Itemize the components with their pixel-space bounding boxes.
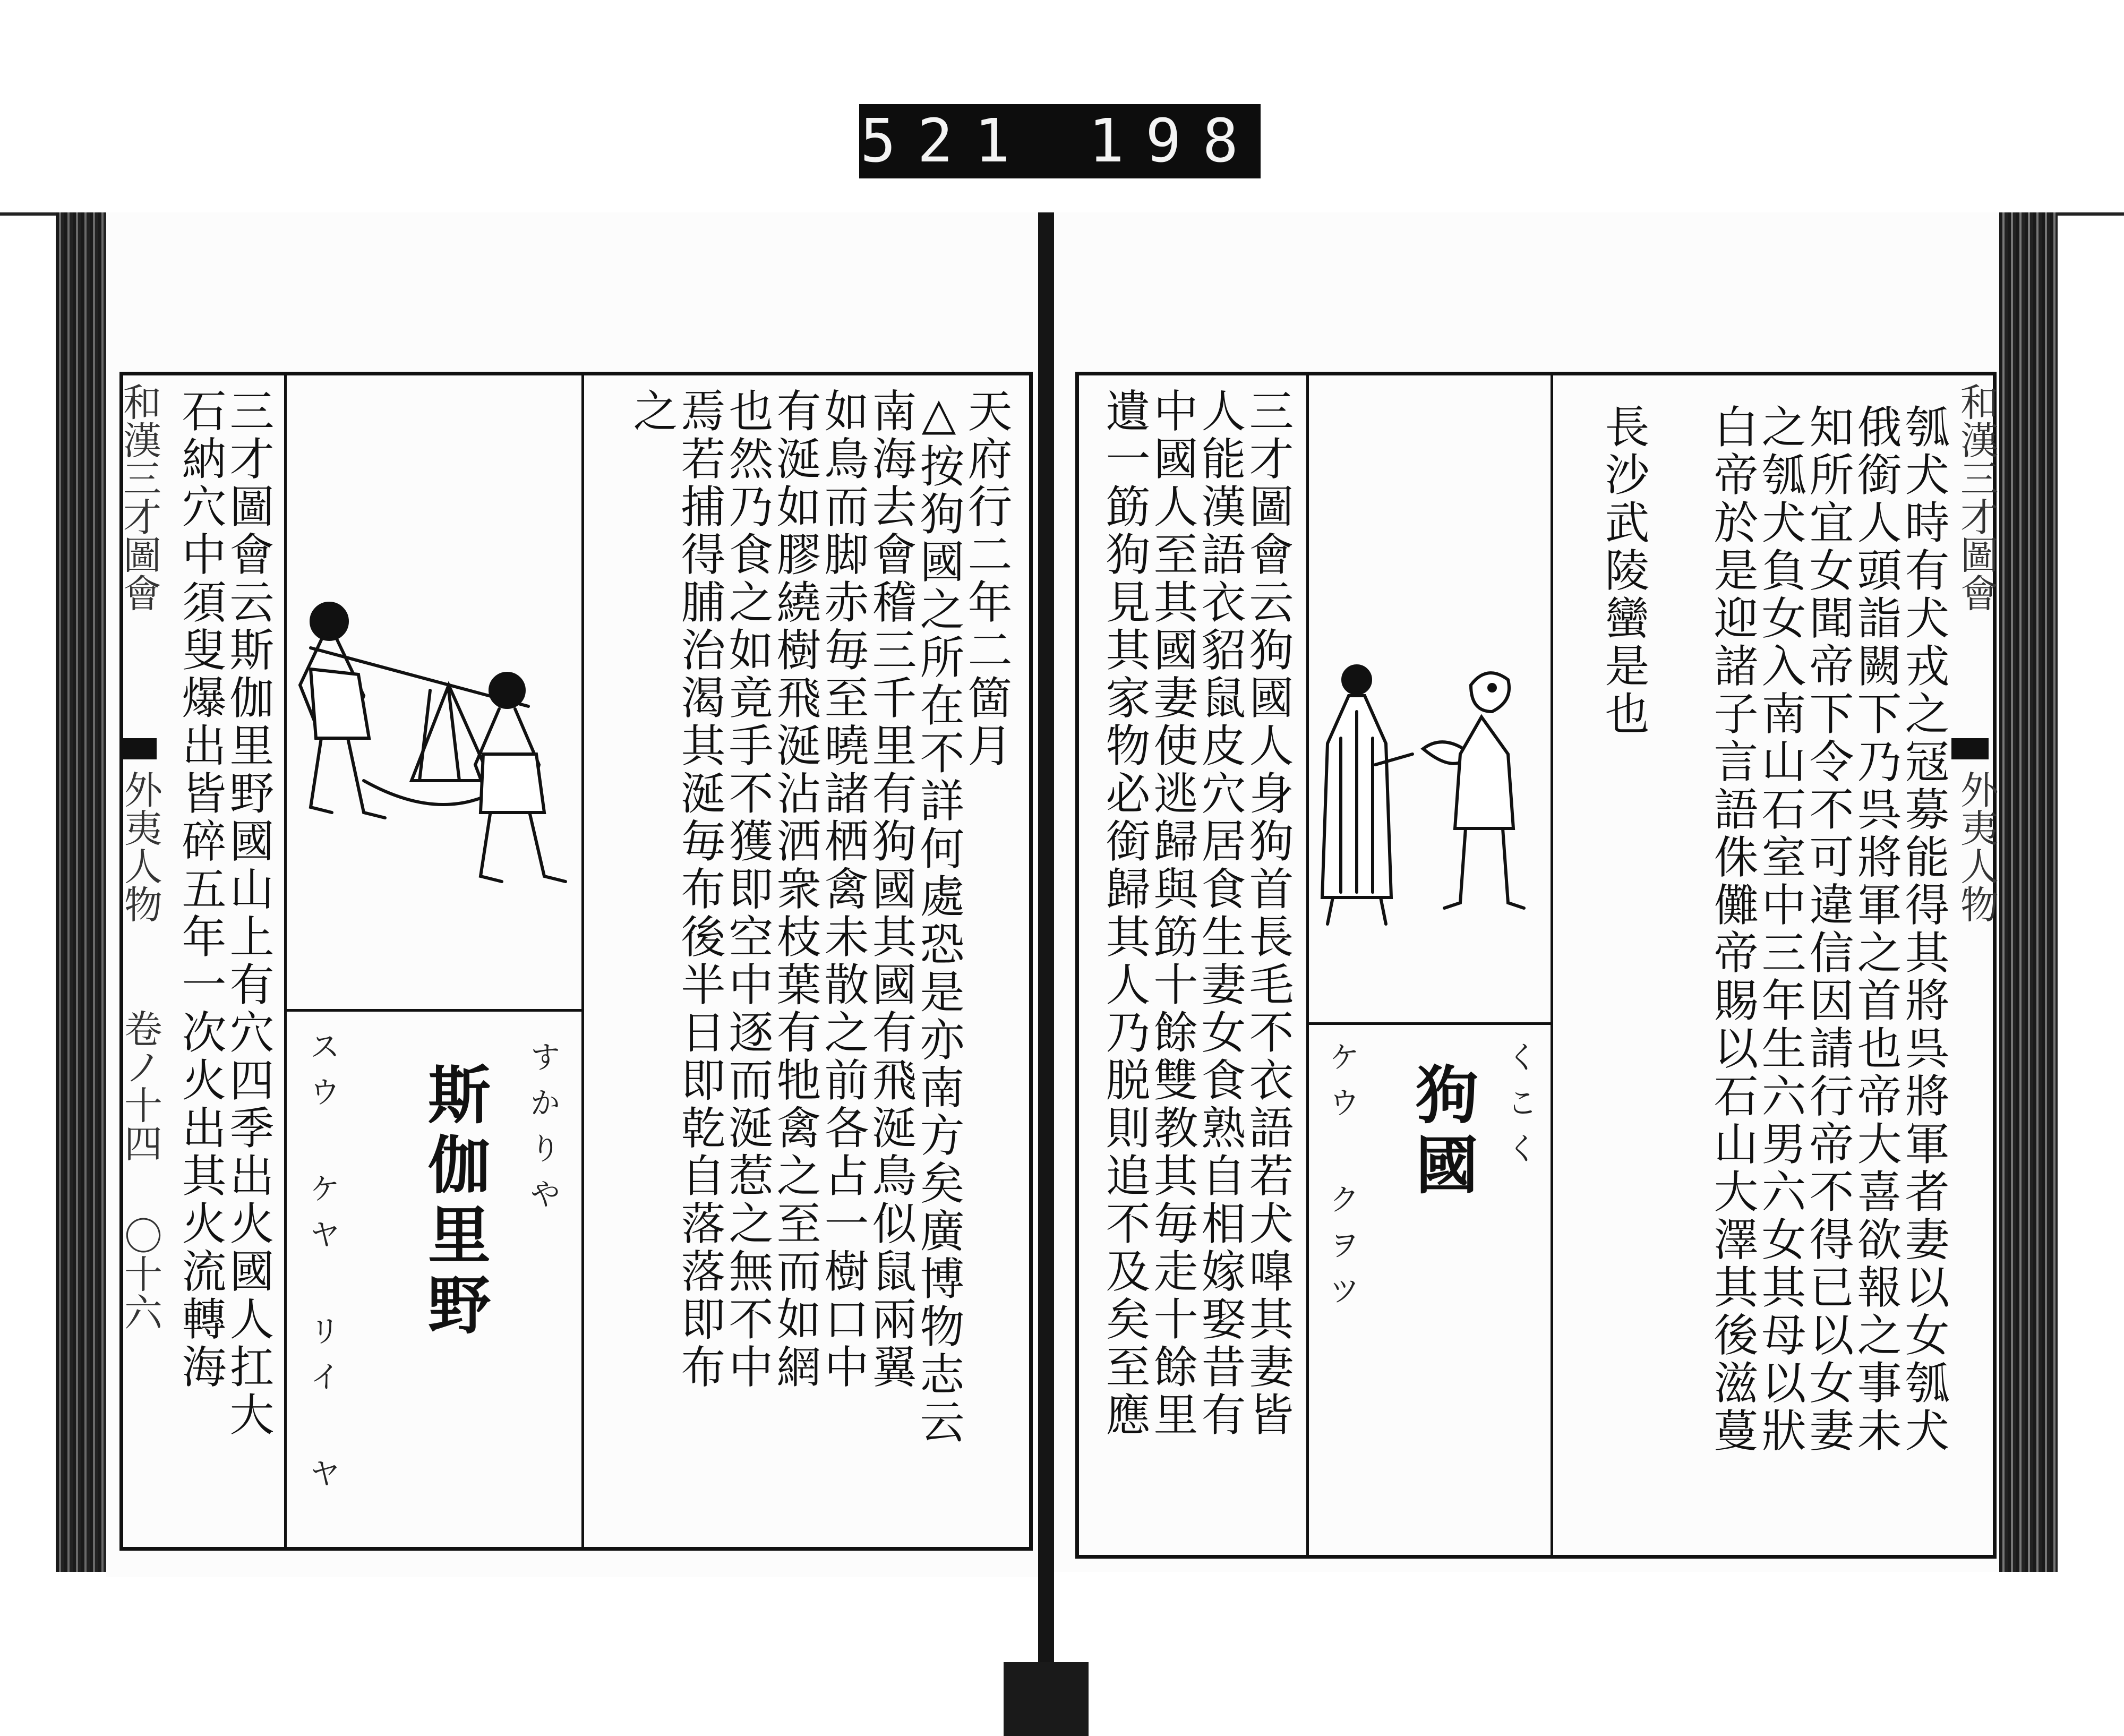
left-divider-main xyxy=(581,374,584,1548)
porters-illustration xyxy=(289,579,579,897)
left-margin-volume: 卷ノ十四 xyxy=(118,1009,162,1162)
kukoku-title: 狗國 xyxy=(1405,1062,1479,1202)
right-continued-line: 白帝於是迎諸子言語侏儺帝賜以石山大澤其後滋蔓 xyxy=(1707,404,1759,1455)
kukoku-reading-katakana: ケウ クヲツ xyxy=(1324,1041,1360,1320)
left-book-edge xyxy=(56,212,106,1572)
kukoku-reading-kana: くこく xyxy=(1502,1041,1538,1178)
left-margin-folio: 〇十六 xyxy=(118,1216,162,1331)
kukoku-text-line: 遺一筯狗見其家物必銜歸其人乃脱則追不及矣至應 xyxy=(1099,388,1151,1439)
left-note-line: 焉若捕得脯治渴其涎毎布後半日即乾自落落即布 xyxy=(674,388,726,1391)
right-margin-fishtail xyxy=(1951,738,1989,759)
right-margin-section: 外夷人物 xyxy=(1954,770,1999,923)
left-note-line: 也然乃食之如竟手不獲即空中逐而涎惹之無不中 xyxy=(722,388,774,1391)
left-note-line: 有涎如膠繞樹飛涎沾洒衆枝葉有牠禽之至而如網 xyxy=(769,388,821,1391)
left-margin-header: 和漢三才圖會 xyxy=(117,382,161,612)
left-continued-line: 天府行二年二箇月 xyxy=(961,388,1013,770)
right-continued-line: 長沙武陵蠻是也 xyxy=(1598,404,1650,738)
right-divider-main xyxy=(1551,374,1553,1556)
kukoku-text-line: 人能漢語衣貂鼠皮穴居食生妻女食熟自相嫁娶昔有 xyxy=(1194,388,1246,1439)
sukariya-reading-katakana: スウ ケヤ リイ ヤ xyxy=(304,1030,340,1503)
sukariya-reading-kana: すかりや xyxy=(525,1041,561,1224)
right-margin-header: 和漢三才圖會 xyxy=(1954,382,1999,612)
kukoku-text-line: 中國人至其國妻使逃歸與筯十餘雙教其毎走十餘里 xyxy=(1146,388,1198,1439)
book-spine xyxy=(1038,212,1054,1736)
right-continued-line: 知所宜女聞帝下令不可違信因請行帝不得已以女妻 xyxy=(1802,404,1854,1455)
left-note-line: 之 xyxy=(626,388,678,435)
right-divider-text xyxy=(1306,374,1309,1556)
right-continued-line: 瓠犬時有犬戎之冦募能得其將呉將軍者妻以女瓠犬 xyxy=(1898,404,1950,1455)
spine-clip xyxy=(1004,1662,1089,1736)
right-divider-title xyxy=(1309,1022,1551,1025)
left-divider-text xyxy=(284,374,287,1548)
left-margin-section: 外夷人物 xyxy=(118,770,162,923)
sukariya-text-line: 石納穴中須叟爆出皆碎五年一次火出其火流轉海 xyxy=(175,388,227,1391)
frame-number-label: 521 198 xyxy=(859,104,1261,178)
left-note-line: 南海去會稽三千里有狗國其國有飛涎鳥似鼠兩翼 xyxy=(865,388,917,1391)
right-book-edge xyxy=(1999,212,2058,1572)
kukoku-text-line: 三才圖會云狗國人身狗首長毛不衣語若犬嘷其妻皆 xyxy=(1242,388,1294,1439)
left-note-line: △按狗國之所在不詳何處恐是亦南方矣廣博物志云 xyxy=(913,388,965,1447)
right-continued-line: 俄銜人頭詣闕下乃呉將軍之首也帝大喜欲報之事未 xyxy=(1850,404,1902,1455)
left-note-line: 如鳥而脚赤毎至曉諸栖禽未散之前各占一樹口中 xyxy=(817,388,869,1391)
sukariya-title: 斯伽里野 xyxy=(417,1062,491,1342)
left-divider-title xyxy=(287,1009,581,1012)
right-continued-line: 之瓠犬負女入南山石室中三年生六男六女其母以狀 xyxy=(1754,404,1806,1455)
sukariya-text-line: 三才圖會云斯伽里野國山上有穴四季出火國人扛大 xyxy=(222,388,275,1439)
dog-country-illustration xyxy=(1312,659,1548,967)
